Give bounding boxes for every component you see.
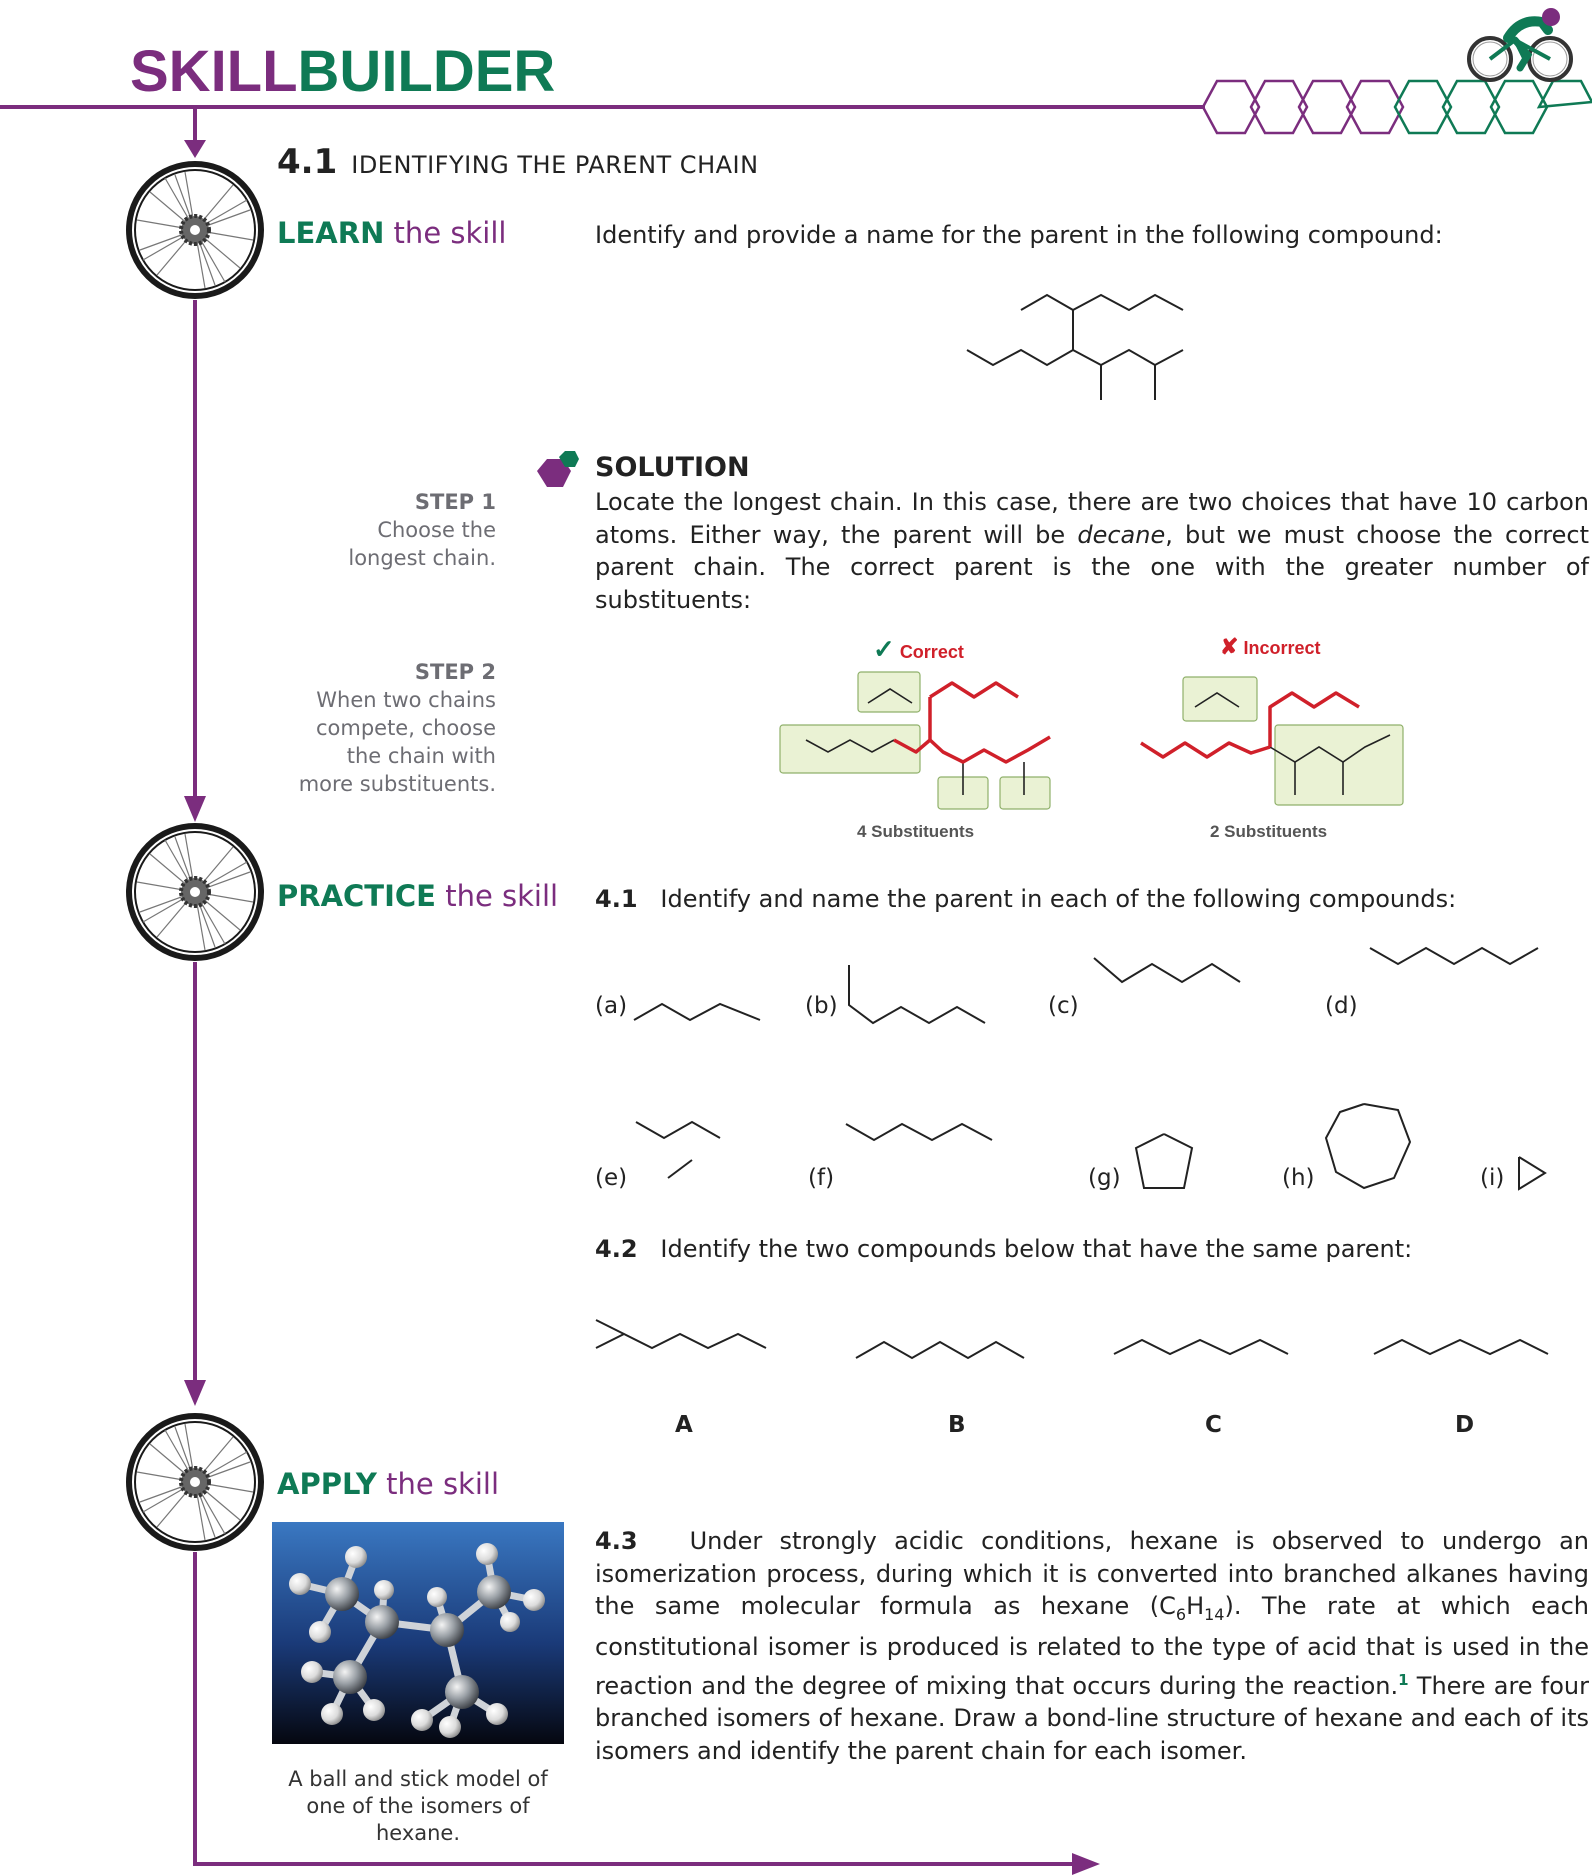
correct-caption: 4 Substituents (857, 822, 975, 841)
compound-h (1322, 1100, 1452, 1210)
q43-footnote-ref[interactable]: 1 (1398, 1670, 1409, 1689)
compound-A (592, 1290, 792, 1410)
learn-prompt: Identify and provide a name for the parent in the following compound: (595, 221, 1443, 249)
incorrect-label-text: Incorrect (1243, 638, 1321, 658)
apply-heading (277, 1467, 499, 1501)
q41-text: Identify and name the parent in each of the following compounds: (660, 885, 1457, 913)
step2-text: When two chains compete, choose the chain with more substituents. (298, 688, 496, 796)
step1-text: Choose the longest chain. (348, 518, 496, 570)
step1-body-b: , but we must choose the correct parent chain. The correct parent is the one with the greater number of substituents: (595, 520, 1590, 614)
incorrect-label (1220, 634, 1320, 660)
q41-label-a: (a) (595, 993, 628, 1019)
q43-paragraph (595, 1525, 1589, 1767)
q41-number: 4.1 (595, 885, 638, 913)
q42-text: Identify the two compounds below that have the same parent: (660, 1235, 1413, 1263)
solution-hexagon-icon (533, 451, 579, 497)
correct-chain-diagram (778, 665, 1078, 825)
q41-label-c: (c) (1048, 993, 1079, 1019)
q42-label-B: B (948, 1412, 966, 1438)
practice-heading (277, 879, 558, 913)
correct-label (873, 634, 964, 665)
q41-label-f: (f) (808, 1165, 835, 1191)
step1-body (595, 486, 1589, 616)
model-caption: A ball and stick model of one of the isomers of hexane. (288, 1767, 548, 1845)
compound-d (1368, 930, 1588, 1025)
wheel-icon-apply (125, 1412, 265, 1552)
apply-heading-rest: the skill (376, 1467, 500, 1501)
q42-label-D: D (1455, 1412, 1475, 1438)
compound-D (1370, 1290, 1570, 1410)
compound-B (852, 1298, 1052, 1418)
section-number: 4.1 (277, 142, 338, 182)
learn-heading-rest: the skill (384, 216, 507, 250)
step1-body-em: decane (1077, 520, 1166, 549)
learn-heading (277, 216, 506, 250)
learn-compound-structure (965, 285, 1235, 415)
q42-label-C: C (1205, 1412, 1222, 1438)
check-icon: ✓ (873, 634, 895, 664)
q42-label-A: A (675, 1412, 693, 1438)
compound-g (1128, 1130, 1238, 1210)
q41-line (595, 883, 1585, 916)
q41-label-e: (e) (595, 1165, 628, 1191)
step1-body-a: Locate the longest chain. In this case, there are two choices that have 10 carbon atoms. Either way, the parent will be (595, 488, 1589, 549)
step1-label: STEP 1 (414, 490, 496, 514)
section-name: IDENTIFYING THE PARENT CHAIN (351, 151, 759, 179)
practice-heading-rest: the skill (435, 879, 559, 913)
q41-label-h: (h) (1282, 1165, 1315, 1191)
cyclist-icon (1469, 8, 1571, 80)
section-title (277, 142, 759, 182)
compound-f (842, 1082, 1042, 1212)
title-builder-part: BUILDER (297, 39, 556, 104)
q41-label-d: (d) (1325, 993, 1358, 1019)
q43-text-a: Under strongly acidic conditions, hexane is observed to undergo an isomerization process, during which it is converted into branched alkanes having the same molecular formula as hexane (C (595, 1527, 1589, 1620)
q43-sub-14: 14 (1204, 1604, 1225, 1624)
step2-label: STEP 2 (414, 660, 496, 684)
cross-icon: ✘ (1220, 634, 1239, 659)
compound-b (845, 945, 1005, 1040)
q43-number: 4.3 (595, 1527, 638, 1555)
wheel-icon-learn (125, 160, 265, 300)
incorrect-chain-diagram (1135, 665, 1415, 825)
q42-number: 4.2 (595, 1235, 638, 1263)
wheel-icon-practice (125, 822, 265, 962)
q41-label-b: (b) (805, 993, 838, 1019)
q42-line (595, 1233, 1585, 1266)
q41-label-i: (i) (1480, 1165, 1505, 1191)
ball-and-stick-model-image (272, 1522, 564, 1744)
q43-text-c: ). The rate at which each constitutional isomer is produced is related to the type of acid that is used in the reaction and the degree of mixing that occurs during the reaction. (595, 1592, 1590, 1700)
compound-c (1090, 928, 1270, 1028)
q43-text-d: There are four branched isomers of hexane. Draw a bond-line structure of hexane and each of its isomers and identify the parent chain for each isomer. (595, 1671, 1590, 1765)
solution-heading: SOLUTION (595, 452, 750, 483)
compound-i (1515, 1153, 1590, 1203)
compound-C (1110, 1290, 1310, 1410)
q43-sub-6: 6 (1175, 1604, 1187, 1624)
correct-label-text: Correct (899, 642, 964, 662)
apply-heading-bold: APPLY (277, 1467, 377, 1501)
learn-heading-bold: LEARN (277, 216, 385, 250)
q41-label-g: (g) (1088, 1165, 1121, 1191)
q43-text-b: H (1186, 1592, 1205, 1620)
incorrect-caption: 2 Substituents (1210, 822, 1328, 841)
compound-e (632, 1060, 772, 1195)
title-skill-part: SKILL (130, 39, 298, 104)
compound-a (630, 942, 760, 1032)
practice-heading-bold: PRACTICE (277, 879, 436, 913)
